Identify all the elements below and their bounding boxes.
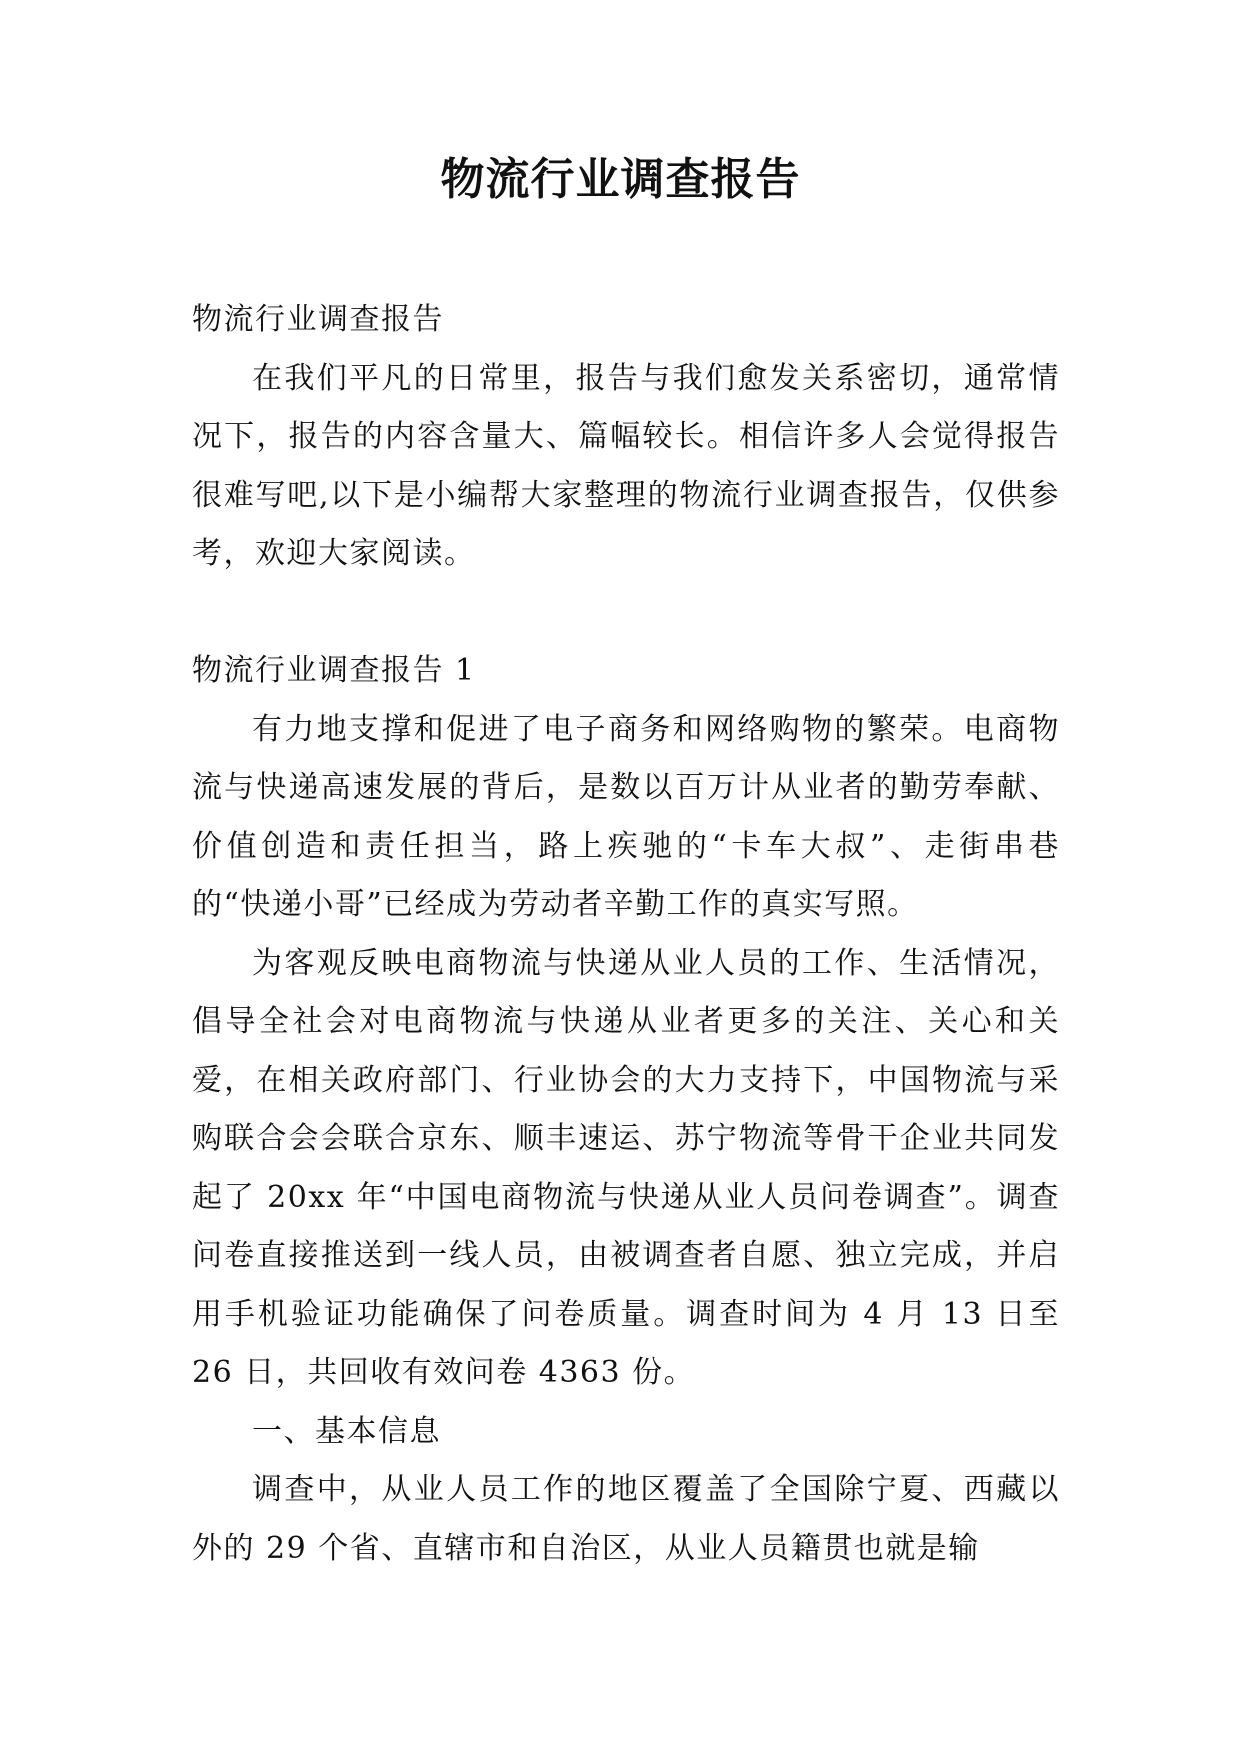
body-paragraph: 为客观反映电商物流与快递从业人员的工作、生活情况，倡导全社会对电商物流与快递从业者更多的关注、关心和关爱，在相关政府部门、行业协会的大力支持下，中国物流与采购联合会会联合京东、顺丰速运、苏宁物流等骨干企业共同发起了 20xx 年“中国电商物流与快递从业人员问卷调查”。调查问卷直接推送到一线人员，由被调查者自愿、独立完成，并启用手机验证功能确保了问卷质量。调查时间为 4 月 13 日至 26 日，共回收有效问卷 4363 份。 — [192, 945, 1060, 1390]
subsection-heading: 一、基本信息 — [252, 1413, 441, 1449]
body-paragraph: 调查中，从业人员工作的地区覆盖了全国除宁夏、西藏以外的 29 个省、直辖市和自治区，从业人员籍贯也就是输 — [192, 1472, 1060, 1566]
intro-paragraph: 在我们平凡的日常里，报告与我们愈发关系密切，通常情况下，报告的内容含量大、篇幅较长。相信许多人会觉得报告很难写吧,以下是小编帮大家整理的物流行业调查报告，仅供参考，欢迎大家阅读。 — [192, 360, 1060, 571]
paragraph-gap — [192, 584, 1060, 643]
document-subtitle: 物流行业调查报告 — [192, 302, 444, 337]
document-title: 物流行业调查报告 — [440, 154, 801, 205]
body-paragraph: 有力地支撑和促进了电子商务和网络购物的繁荣。电商物流与快递高速发展的背后，是数以百万计从业者的勤劳奉献、价值创造和责任担当，路上疾驰的“卡车大叔”、走街串巷的“快递小哥”已经成为劳动者辛勤工作的真实写照。 — [192, 711, 1060, 922]
document-body — [192, 291, 1060, 1578]
section-heading: 物流行业调查报告 1 — [192, 653, 476, 688]
